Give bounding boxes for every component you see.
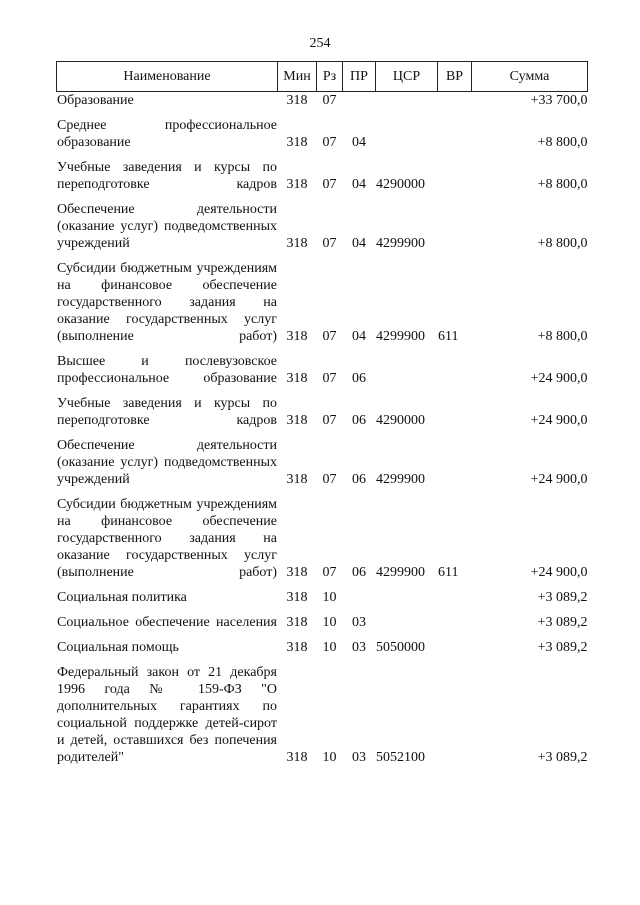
- row-min: 318: [286, 640, 308, 655]
- row-rz: 07: [322, 413, 337, 428]
- row-vr: [438, 395, 472, 429]
- row-name: Учебные заведения и курсы по переподготовке кадров: [57, 160, 277, 192]
- row-vr: [438, 664, 472, 766]
- row-csr: 4299900: [376, 565, 425, 580]
- row-vr: 611: [438, 329, 459, 344]
- row-csr: 4299900: [376, 329, 425, 344]
- row-min: 318: [286, 472, 308, 487]
- row-min: 318: [286, 565, 308, 580]
- row-csr: [376, 614, 438, 631]
- table-row: [57, 395, 588, 429]
- row-vr: [438, 589, 472, 606]
- row-rz: 07: [322, 236, 337, 251]
- budget-table: [56, 61, 588, 766]
- table-row: [57, 117, 588, 151]
- row-min: 318: [286, 413, 308, 428]
- row-rz: 07: [322, 135, 337, 150]
- column-header-rz: Рз: [317, 62, 343, 92]
- table-row: [57, 353, 588, 387]
- row-min: 318: [286, 371, 308, 386]
- row-name: Субсидии бюджетным учреждениям на финансовое обеспечение государственного задания на оказание государственных услуг (выполнение работ): [57, 261, 277, 344]
- row-csr: 5050000: [376, 640, 425, 655]
- row-name: Среднее профессиональное образование: [57, 118, 277, 150]
- row-vr: [438, 437, 472, 488]
- row-sum: +8 800,0: [537, 177, 588, 192]
- row-pr: 03: [352, 640, 366, 655]
- row-csr: 4299900: [376, 472, 425, 487]
- row-sum: +33 700,0: [530, 93, 588, 108]
- row-name: Социальная помощь: [57, 640, 179, 655]
- column-header-name: Наименование: [57, 62, 278, 92]
- table-row: [57, 260, 588, 345]
- row-sum: +24 900,0: [530, 413, 588, 428]
- row-name: Образование: [57, 93, 134, 108]
- row-vr: [438, 201, 472, 252]
- row-csr: 4299900: [376, 236, 425, 251]
- row-vr: [438, 353, 472, 387]
- table-row: [57, 614, 588, 631]
- row-rz: 10: [322, 750, 337, 765]
- row-min: 318: [286, 236, 308, 251]
- row-vr: [438, 639, 472, 656]
- row-sum: +3 089,2: [537, 750, 588, 765]
- row-sum: +8 800,0: [537, 135, 588, 150]
- table-row: [57, 496, 588, 581]
- row-pr: 04: [352, 236, 366, 251]
- row-csr: 4290000: [376, 177, 425, 192]
- row-pr: 04: [352, 329, 366, 344]
- table-row: [57, 92, 588, 110]
- row-name: Обеспечение деятельности (оказание услуг) подведомственных учреждений: [57, 438, 277, 487]
- row-csr: 4290000: [376, 413, 425, 428]
- row-rz: 07: [322, 472, 337, 487]
- row-vr: [438, 614, 472, 631]
- row-sum: +8 800,0: [537, 236, 588, 251]
- row-sum: +8 800,0: [537, 329, 588, 344]
- row-name: Социальное обеспечение населения: [57, 615, 277, 630]
- row-csr: [376, 589, 438, 606]
- table-row: [57, 589, 588, 606]
- row-pr: [343, 92, 376, 110]
- row-vr: [438, 117, 472, 151]
- row-pr: 06: [352, 565, 366, 580]
- row-pr: 06: [352, 371, 366, 386]
- row-rz: 07: [322, 329, 337, 344]
- row-pr: 06: [352, 413, 366, 428]
- row-sum: +3 089,2: [537, 615, 588, 630]
- row-min: 318: [286, 329, 308, 344]
- row-rz: 10: [322, 640, 337, 655]
- row-min: 318: [286, 590, 308, 605]
- table-row: [57, 201, 588, 252]
- row-pr: 06: [352, 472, 366, 487]
- row-min: 318: [286, 750, 308, 765]
- column-header-vr: ВР: [438, 62, 472, 92]
- row-pr: 04: [352, 135, 366, 150]
- row-sum: +24 900,0: [530, 565, 588, 580]
- row-name: Учебные заведения и курсы по переподготовке кадров: [57, 396, 277, 428]
- row-rz: 07: [322, 93, 337, 108]
- row-min: 318: [286, 615, 308, 630]
- row-vr: [438, 92, 472, 110]
- row-pr: [343, 589, 376, 606]
- row-min: 318: [286, 93, 308, 108]
- row-name: Субсидии бюджетным учреждениям на финансовое обеспечение государственного задания на оказание государственных услуг (выполнение работ): [57, 497, 277, 580]
- row-csr: [376, 92, 438, 110]
- row-name: Федеральный закон от 21 декабря 1996 года № 159-ФЗ "О дополнительных гарантиях по социальной поддержке детей-сирот и детей, оставшихся без попечения родителей": [57, 665, 277, 765]
- table-row: [57, 639, 588, 656]
- row-vr: 611: [438, 565, 459, 580]
- row-min: 318: [286, 135, 308, 150]
- row-rz: 10: [322, 590, 337, 605]
- column-header-pr: ПР: [343, 62, 376, 92]
- row-csr: 5052100: [376, 750, 425, 765]
- row-name: Высшее и послевузовское профессиональное образование: [57, 354, 277, 386]
- row-pr: 04: [352, 177, 366, 192]
- row-csr: [376, 117, 438, 151]
- row-sum: +24 900,0: [530, 371, 588, 386]
- row-rz: 07: [322, 371, 337, 386]
- table-row: [57, 437, 588, 488]
- row-sum: +24 900,0: [530, 472, 588, 487]
- row-name: Обеспечение деятельности (оказание услуг) подведомственных учреждений: [57, 202, 277, 251]
- row-sum: +3 089,2: [537, 640, 588, 655]
- row-rz: 10: [322, 615, 337, 630]
- row-min: 318: [286, 177, 308, 192]
- column-header-sum: Сумма: [472, 62, 588, 92]
- column-header-min: Мин: [278, 62, 317, 92]
- table-row: [57, 159, 588, 193]
- row-vr: [438, 159, 472, 193]
- table-row: [57, 664, 588, 766]
- row-pr: 03: [352, 615, 366, 630]
- row-sum: +3 089,2: [537, 590, 588, 605]
- row-rz: 07: [322, 565, 337, 580]
- page-number: 254: [309, 36, 331, 51]
- header-row: [57, 62, 588, 92]
- row-rz: 07: [322, 177, 337, 192]
- row-csr: [376, 353, 438, 387]
- row-pr: 03: [352, 750, 366, 765]
- column-header-csr: ЦСР: [376, 62, 438, 92]
- row-name: Социальная политика: [57, 590, 187, 605]
